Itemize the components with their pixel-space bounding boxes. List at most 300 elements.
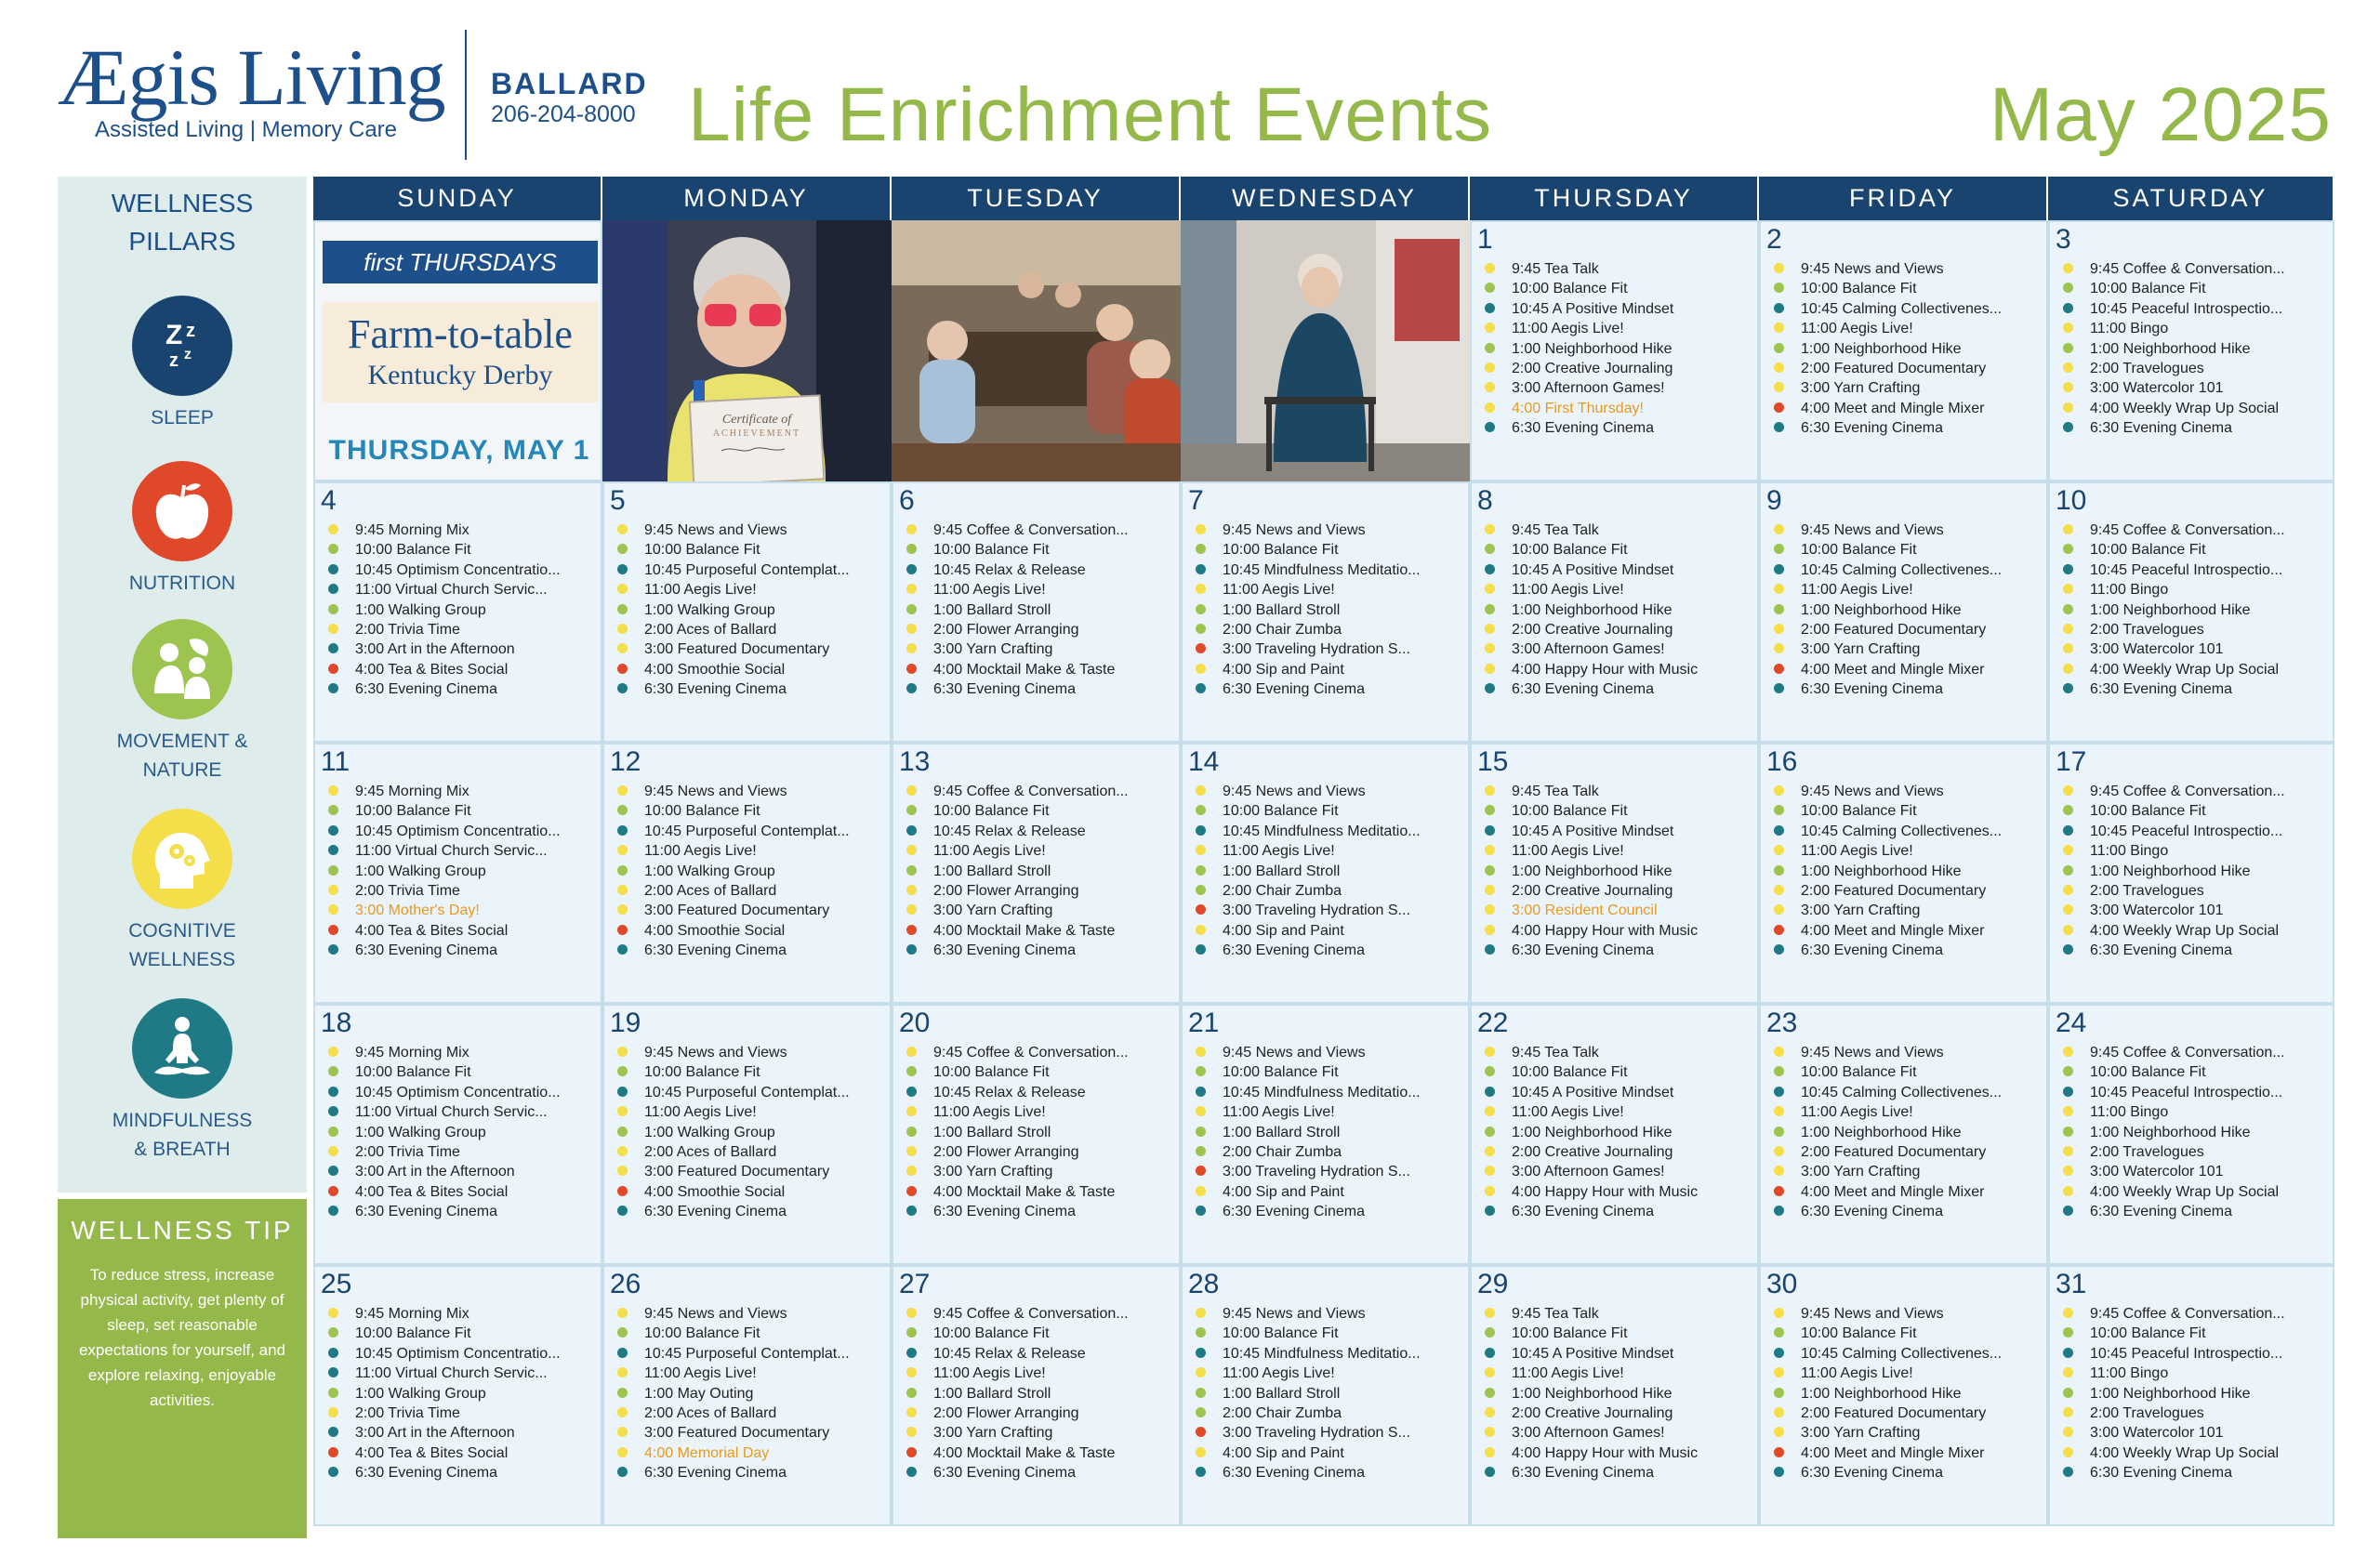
event-text: 10:45 Peaceful Introspectio... xyxy=(2090,561,2283,578)
day-cell-27 xyxy=(892,1265,1181,1526)
event-item xyxy=(323,521,597,540)
event-item xyxy=(1190,1304,1464,1324)
pillar-dot-icon xyxy=(906,1166,917,1176)
event-item xyxy=(1479,359,1753,378)
day-number: 22 xyxy=(1477,1008,1509,1038)
event-item xyxy=(1768,279,2043,298)
pillar-dot-icon xyxy=(1196,604,1206,614)
pillar-dot-icon xyxy=(328,524,338,534)
event-item xyxy=(1190,1364,1464,1383)
pillar-dot-icon xyxy=(617,1308,628,1318)
event-text: 3:00 Yarn Crafting xyxy=(1801,380,1921,397)
event-item xyxy=(323,1443,597,1463)
pillar-dot-icon xyxy=(906,1388,917,1398)
event-text: 6:30 Evening Cinema xyxy=(933,681,1076,698)
event-text: 11:00 Aegis Live! xyxy=(1223,1365,1335,1382)
event-item xyxy=(1768,1123,2043,1142)
event-item xyxy=(2057,801,2329,821)
pillar-dot-icon xyxy=(906,584,917,594)
event-item xyxy=(1479,1162,1753,1181)
event-item xyxy=(901,580,1175,600)
event-text: 10:00 Balance Fit xyxy=(933,1064,1050,1081)
event-list xyxy=(901,1304,1175,1483)
event-item xyxy=(1190,620,1464,639)
event-item xyxy=(1768,1443,2043,1463)
event-item xyxy=(1768,560,2043,580)
event-text: 11:00 Aegis Live! xyxy=(1223,843,1335,860)
event-text: 10:00 Balance Fit xyxy=(2090,542,2206,559)
event-text: 9:45 Coffee & Conversation... xyxy=(933,522,1129,538)
pillar-dot-icon xyxy=(328,643,338,653)
event-text: 9:45 Tea Talk xyxy=(1512,1306,1599,1322)
svg-text:z: z xyxy=(184,347,192,362)
event-item xyxy=(612,1324,886,1343)
event-text: 6:30 Evening Cinema xyxy=(1512,1204,1654,1220)
pillar-dot-icon xyxy=(2063,944,2073,955)
event-item xyxy=(901,1384,1175,1403)
pillar-dot-icon xyxy=(1485,584,1495,594)
event-item xyxy=(612,1083,886,1102)
event-text: 1:00 Ballard Stroll xyxy=(933,601,1051,618)
event-item xyxy=(323,1364,597,1383)
pillar-dot-icon xyxy=(906,825,917,836)
event-text: 9:45 Morning Mix xyxy=(355,522,469,538)
pillar-dot-icon xyxy=(617,1047,628,1057)
event-text: 9:45 News and Views xyxy=(1801,522,1944,538)
day-cell-12 xyxy=(602,743,892,1004)
event-item xyxy=(2057,1102,2329,1122)
event-item xyxy=(323,660,597,679)
event-item xyxy=(2057,1162,2329,1181)
pillar-dot-icon xyxy=(328,664,338,674)
event-item xyxy=(1190,521,1464,540)
pillar-dot-icon xyxy=(2063,885,2073,895)
event-item xyxy=(2057,1324,2329,1343)
day-cell-25 xyxy=(313,1265,602,1526)
pillar-dot-icon xyxy=(1196,1127,1206,1137)
pillar-dot-icon xyxy=(617,643,628,653)
day-number: 10 xyxy=(2056,485,2087,516)
event-item xyxy=(2057,639,2329,659)
event-item xyxy=(2057,822,2329,841)
event-text: 10:00 Balance Fit xyxy=(1223,803,1339,820)
pillar-dot-icon xyxy=(1485,1308,1495,1318)
event-text: 1:00 Walking Group xyxy=(644,863,775,879)
event-item xyxy=(1479,399,1753,418)
event-item xyxy=(1768,580,2043,600)
event-text: 6:30 Evening Cinema xyxy=(2090,942,2232,959)
event-text: 4:00 Meet and Mingle Mixer xyxy=(1801,1183,1985,1200)
event-text: 10:00 Balance Fit xyxy=(1801,281,1917,297)
event-item xyxy=(1768,418,2043,438)
event-text: 4:00 Sip and Paint xyxy=(1223,661,1344,678)
pillar-dot-icon xyxy=(1485,362,1495,373)
event-item xyxy=(1190,600,1464,620)
event-list xyxy=(1768,1043,2043,1222)
event-text: 2:00 Creative Journaling xyxy=(1512,622,1673,639)
event-item xyxy=(2057,620,2329,639)
pillar-dot-icon xyxy=(328,584,338,594)
pillar-dot-icon xyxy=(1774,1427,1784,1437)
event-item xyxy=(2057,560,2329,580)
event-item xyxy=(1768,1463,2043,1483)
pillar-dot-icon xyxy=(906,805,917,815)
event-text: 11:00 Aegis Live! xyxy=(1512,582,1624,599)
pillar-dot-icon xyxy=(1774,664,1784,674)
event-text: 10:45 Optimism Concentratio... xyxy=(355,561,561,578)
event-item xyxy=(1768,1304,2043,1324)
event-item xyxy=(1479,600,1753,620)
event-item xyxy=(323,1202,597,1221)
pillar-dot-icon xyxy=(2063,1367,2073,1377)
pillar-dot-icon xyxy=(1485,925,1495,935)
event-text: 4:00 Tea & Bites Social xyxy=(355,922,509,939)
event-text: 6:30 Evening Cinema xyxy=(355,1204,497,1220)
pillar-dot-icon xyxy=(328,1327,338,1338)
event-item xyxy=(323,901,597,920)
event-list xyxy=(323,1304,597,1483)
pillar-dot-icon xyxy=(2063,805,2073,815)
event-text: 10:00 Balance Fit xyxy=(933,1325,1050,1342)
pillar-dot-icon xyxy=(1774,845,1784,855)
event-text: 1:00 Ballard Stroll xyxy=(1223,1124,1341,1140)
event-item xyxy=(901,620,1175,639)
event-item xyxy=(2057,1443,2329,1463)
event-text: 4:00 Meet and Mingle Mixer xyxy=(1801,400,1985,416)
event-list xyxy=(612,782,886,961)
day-number: 9 xyxy=(1766,485,1782,516)
event-item xyxy=(612,1102,886,1122)
event-text: 1:00 Neighborhood Hike xyxy=(1512,601,1673,618)
event-text: 10:45 Peaceful Introspectio... xyxy=(2090,1084,2283,1100)
pillar-dot-icon xyxy=(328,544,338,554)
pillar-dot-icon xyxy=(906,1066,917,1076)
pillar-nutrition xyxy=(58,461,307,598)
pillar-dot-icon xyxy=(328,564,338,574)
event-item xyxy=(2057,418,2329,438)
day-cell-7 xyxy=(1181,481,1470,743)
event-item xyxy=(901,660,1175,679)
pillar-dot-icon xyxy=(1485,604,1495,614)
event-item xyxy=(1479,901,1753,920)
event-text: 1:00 Neighborhood Hike xyxy=(1801,863,1962,879)
pillar-dot-icon xyxy=(2063,1106,2073,1116)
event-item xyxy=(1479,540,1753,560)
pillar-dot-icon xyxy=(2063,1066,2073,1076)
event-text: 10:00 Balance Fit xyxy=(2090,281,2206,297)
event-item xyxy=(1190,901,1464,920)
event-text: 11:00 Aegis Live! xyxy=(1801,843,1913,860)
event-item xyxy=(2057,1423,2329,1443)
pillar-dot-icon xyxy=(1485,1166,1495,1176)
day-number: 16 xyxy=(1766,746,1798,777)
event-list xyxy=(1479,782,1753,961)
event-text: 10:00 Balance Fit xyxy=(1512,803,1628,820)
pillar-dot-icon xyxy=(1485,1447,1495,1457)
event-item xyxy=(1768,1423,2043,1443)
event-text: 1:00 Ballard Stroll xyxy=(933,1124,1051,1140)
event-text: 9:45 News and Views xyxy=(1801,784,1944,799)
pillar-dot-icon xyxy=(2063,402,2073,413)
day-number: 2 xyxy=(1766,224,1782,255)
event-item xyxy=(323,1423,597,1443)
day-cell-23 xyxy=(1759,1004,2048,1265)
event-item xyxy=(323,881,597,901)
event-item xyxy=(901,1463,1175,1483)
event-text: 11:00 Virtual Church Servic... xyxy=(355,1104,548,1121)
pillar-dot-icon xyxy=(1774,885,1784,895)
event-list xyxy=(2057,782,2329,961)
page-title: Life Enrichment Events xyxy=(688,72,1493,157)
event-text: 2:00 Chair Zumba xyxy=(1223,622,1342,639)
event-text: 2:00 Featured Documentary xyxy=(1801,1144,1987,1161)
people-leaf-icon xyxy=(132,619,232,719)
header-divider xyxy=(465,30,467,160)
event-item xyxy=(1190,941,1464,960)
event-item xyxy=(1479,259,1753,279)
event-text: 1:00 Walking Group xyxy=(355,601,486,618)
pillar-label: COGNITIVE WELLNESS xyxy=(128,920,236,970)
pillar-dot-icon xyxy=(1774,683,1784,693)
event-item xyxy=(612,679,886,699)
event-text: 1:00 Neighborhood Hike xyxy=(1801,340,1962,357)
day-cell-15 xyxy=(1470,743,1759,1004)
event-item xyxy=(2057,540,2329,560)
event-text: 2:00 Travelogues xyxy=(2090,1405,2204,1422)
event-text: 11:00 Aegis Live! xyxy=(1223,582,1335,599)
pillar-dot-icon xyxy=(1774,785,1784,796)
event-item xyxy=(1768,319,2043,338)
event-item xyxy=(612,782,886,801)
event-item xyxy=(323,620,597,639)
event-item xyxy=(1768,1182,2043,1202)
event-text: 11:00 Bingo xyxy=(2090,321,2169,337)
pillar-dot-icon xyxy=(1485,944,1495,955)
event-text: 10:00 Balance Fit xyxy=(355,803,471,820)
event-text: 10:45 Calming Collectivenes... xyxy=(1801,823,2003,839)
event-item xyxy=(323,1102,597,1122)
pillar-dot-icon xyxy=(328,1308,338,1318)
flyer-line2: Kentucky Derby xyxy=(367,360,553,390)
event-text: 4:00 Weekly Wrap Up Social xyxy=(2090,400,2280,416)
pillar-dot-icon xyxy=(328,925,338,935)
pillar-dot-icon xyxy=(328,1047,338,1057)
pillar-dot-icon xyxy=(328,805,338,815)
event-text: 10:45 Calming Collectivenes... xyxy=(1801,300,2003,317)
event-item xyxy=(612,841,886,861)
pillar-dot-icon xyxy=(2063,1427,2073,1437)
pillar-dot-icon xyxy=(1485,845,1495,855)
group-dining-photo xyxy=(892,220,1181,481)
event-item xyxy=(1190,1463,1464,1483)
location-name: BALLARD xyxy=(491,67,648,100)
event-text: 6:30 Evening Cinema xyxy=(1512,1465,1654,1482)
event-text: 1:00 Walking Group xyxy=(644,1124,775,1140)
event-text: 4:00 Mocktail Make & Taste xyxy=(933,1183,1116,1200)
event-text: 9:45 Tea Talk xyxy=(1512,784,1599,799)
event-text: 1:00 Neighborhood Hike xyxy=(2090,601,2251,618)
event-item xyxy=(323,580,597,600)
event-text: 9:45 News and Views xyxy=(1223,1306,1366,1322)
day-number: 30 xyxy=(1766,1269,1798,1299)
pillar-dot-icon xyxy=(906,1047,917,1057)
event-text: 2:00 Featured Documentary xyxy=(1801,622,1987,639)
event-item xyxy=(323,639,597,659)
event-text: 6:30 Evening Cinema xyxy=(2090,1204,2232,1220)
event-item xyxy=(612,1364,886,1383)
event-text: 10:45 Peaceful Introspectio... xyxy=(2090,300,2283,317)
event-text: 3:00 Afternoon Games! xyxy=(1512,1425,1665,1442)
pillar-dot-icon xyxy=(2063,524,2073,534)
event-text: 4:00 Meet and Mingle Mixer xyxy=(1801,1444,1985,1461)
event-text: 4:00 Weekly Wrap Up Social xyxy=(2090,1183,2280,1200)
event-text: 3:00 Afternoon Games! xyxy=(1512,641,1665,658)
event-text: 10:45 Mindfulness Meditatio... xyxy=(1223,561,1421,578)
head-gears-icon xyxy=(132,809,232,909)
event-list xyxy=(901,1043,1175,1222)
pillar-dot-icon xyxy=(1485,382,1495,392)
event-text: 3:00 Watercolor 101 xyxy=(2090,903,2224,919)
event-text: 11:00 Aegis Live! xyxy=(644,843,757,860)
pillar-dot-icon xyxy=(328,1087,338,1097)
event-item xyxy=(1190,1344,1464,1364)
event-item xyxy=(2057,941,2329,960)
pillar-dot-icon xyxy=(906,1087,917,1097)
event-text: 2:00 Aces of Ballard xyxy=(644,1405,777,1422)
event-text: 6:30 Evening Cinema xyxy=(1512,942,1654,959)
event-text: 3:00 Afternoon Games! xyxy=(1512,1164,1665,1180)
pillar-dot-icon xyxy=(1485,865,1495,876)
pillars-title: WELLNESS PILLARS xyxy=(111,189,254,256)
event-text: 6:30 Evening Cinema xyxy=(1512,681,1654,698)
day-cell-18 xyxy=(313,1004,602,1265)
pillar-dot-icon xyxy=(1196,825,1206,836)
event-text: 1:00 Walking Group xyxy=(355,1124,486,1140)
event-text: 10:45 Calming Collectivenes... xyxy=(1801,1084,2003,1100)
event-item xyxy=(1768,862,2043,881)
weekday-header-sunday: SUNDAY xyxy=(313,177,601,220)
event-item xyxy=(1479,1364,1753,1383)
event-item xyxy=(2057,1463,2329,1483)
event-text: 6:30 Evening Cinema xyxy=(1223,1204,1365,1220)
event-text: 10:45 Relax & Release xyxy=(933,1084,1086,1100)
pillar-dot-icon xyxy=(328,1106,338,1116)
event-item xyxy=(1768,521,2043,540)
event-list xyxy=(1190,782,1464,961)
event-item xyxy=(323,560,597,580)
event-text: 10:00 Balance Fit xyxy=(1223,1064,1339,1081)
event-item xyxy=(2057,580,2329,600)
event-item xyxy=(1479,921,1753,941)
location-block xyxy=(491,67,648,128)
pillar-dot-icon xyxy=(2063,604,2073,614)
event-text: 2:00 Flower Arranging xyxy=(933,883,1079,900)
event-text: 2:00 Trivia Time xyxy=(355,1405,460,1422)
event-text: 4:00 Meet and Mingle Mixer xyxy=(1801,922,1985,939)
event-item xyxy=(1190,1202,1464,1221)
event-text: 1:00 Walking Group xyxy=(644,601,775,618)
pillar-dot-icon xyxy=(2063,925,2073,935)
pillar-dot-icon xyxy=(1485,1367,1495,1377)
event-item xyxy=(612,1463,886,1483)
event-item xyxy=(1768,1403,2043,1423)
event-text: 6:30 Evening Cinema xyxy=(933,1204,1076,1220)
event-item xyxy=(1190,782,1464,801)
pillar-dot-icon xyxy=(1485,422,1495,432)
event-list xyxy=(1768,782,2043,961)
pillar-dot-icon xyxy=(1196,885,1206,895)
event-item xyxy=(1479,660,1753,679)
event-item xyxy=(323,1304,597,1324)
event-item xyxy=(612,822,886,841)
day-cell-19 xyxy=(602,1004,892,1265)
event-item xyxy=(1479,941,1753,960)
event-item xyxy=(901,1083,1175,1102)
pillar-dot-icon xyxy=(1774,1367,1784,1377)
event-item xyxy=(901,639,1175,659)
event-text: 10:00 Balance Fit xyxy=(1801,803,1917,820)
event-item xyxy=(323,921,597,941)
day-number: 19 xyxy=(610,1008,641,1038)
pillar-dot-icon xyxy=(328,1146,338,1156)
wellness-tip-text: To reduce stress, increase physical activity, get plenty of sleep, set reasonable expectations for yourself, and explore relaxing, enjoyable activities. xyxy=(78,1266,286,1409)
pillar-dot-icon xyxy=(1774,1066,1784,1076)
pillar-dot-icon xyxy=(906,1206,917,1216)
event-item xyxy=(1190,841,1464,861)
event-text: 9:45 Coffee & Conversation... xyxy=(2090,1306,2285,1322)
pillar-dot-icon xyxy=(328,825,338,836)
event-text: 11:00 Aegis Live! xyxy=(1512,1104,1624,1121)
pillar-dot-icon xyxy=(2063,1127,2073,1137)
event-text: 4:00 Mocktail Make & Taste xyxy=(933,1444,1116,1461)
event-text: 10:45 Optimism Concentratio... xyxy=(355,1084,561,1100)
event-item xyxy=(1479,620,1753,639)
event-text: 10:00 Balance Fit xyxy=(933,803,1050,820)
pillar-dot-icon xyxy=(1774,1127,1784,1137)
pillar-dot-icon xyxy=(1774,805,1784,815)
pillar-dot-icon xyxy=(2063,1087,2073,1097)
event-text: 4:00 Sip and Paint xyxy=(1223,1444,1344,1461)
event-text: 4:00 Tea & Bites Social xyxy=(355,1183,509,1200)
event-text: 3:00 Traveling Hydration S... xyxy=(1223,903,1410,919)
event-text: 11:00 Aegis Live! xyxy=(1223,1104,1335,1121)
event-item xyxy=(901,1344,1175,1364)
event-item xyxy=(323,1182,597,1202)
pillar-dot-icon xyxy=(1196,1146,1206,1156)
event-text: 3:00 Yarn Crafting xyxy=(933,1164,1053,1180)
pillar-dot-icon xyxy=(1485,664,1495,674)
event-text: 11:00 Aegis Live! xyxy=(933,582,1046,599)
pillar-dot-icon xyxy=(1196,944,1206,955)
svg-text:z: z xyxy=(186,321,195,341)
event-item xyxy=(1190,679,1464,699)
pillar-dot-icon xyxy=(617,1127,628,1137)
pillar-label: NUTRITION xyxy=(128,573,236,594)
event-item xyxy=(901,1182,1175,1202)
pillar-dot-icon xyxy=(2063,382,2073,392)
event-item xyxy=(1190,881,1464,901)
pillar-dot-icon xyxy=(617,544,628,554)
event-text: 11:00 Aegis Live! xyxy=(644,1365,757,1382)
event-text: 11:00 Aegis Live! xyxy=(644,582,757,599)
event-text: 10:00 Balance Fit xyxy=(355,542,471,559)
event-text: 9:45 Coffee & Conversation... xyxy=(933,1045,1129,1061)
event-text: 10:45 A Positive Mindset xyxy=(1512,823,1674,839)
event-text: 6:30 Evening Cinema xyxy=(1801,942,1943,959)
event-item xyxy=(901,1403,1175,1423)
day-number: 17 xyxy=(2056,746,2087,777)
event-text: 2:00 Chair Zumba xyxy=(1223,1144,1342,1161)
